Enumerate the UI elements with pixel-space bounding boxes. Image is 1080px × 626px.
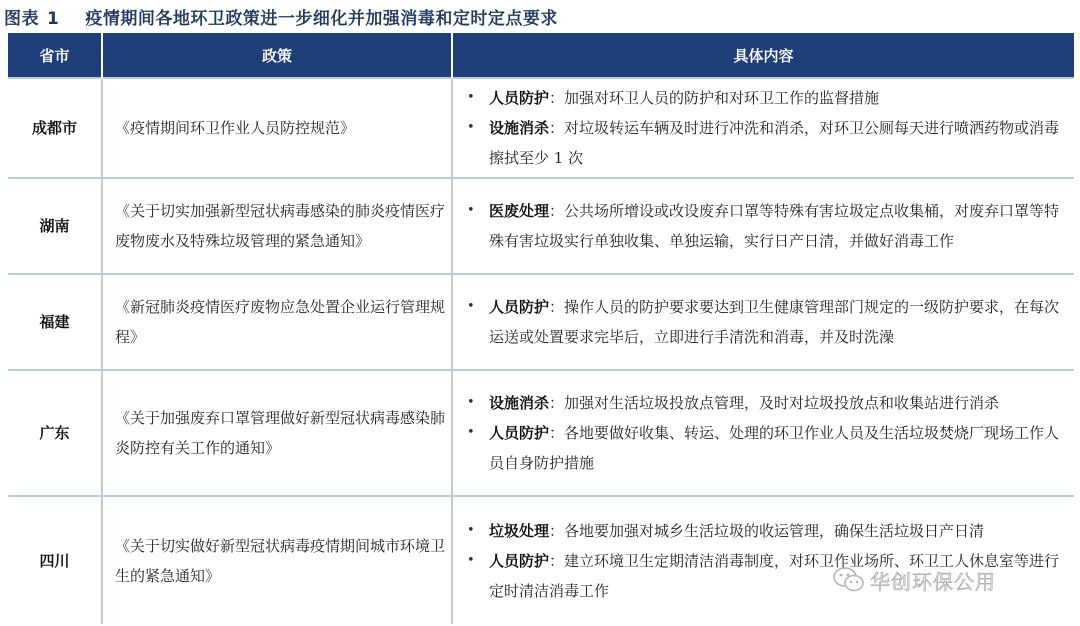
- bullet-icon: •: [467, 90, 475, 105]
- bullet-icon: •: [467, 299, 475, 314]
- province-cell: 广东: [8, 370, 102, 496]
- detail-item: [465, 418, 1066, 478]
- policy-cell: 《关于切实加强新型冠状病毒感染的肺炎疫情医疗废物废水及特殊垃圾管理的紧急通知》: [102, 178, 452, 274]
- detail-item: [465, 113, 1066, 173]
- province-cell: 福建: [8, 274, 102, 370]
- detail-list: [465, 83, 1066, 173]
- policy-cell: 《关于切实做好新型冠状病毒疫情期间城市环境卫生的紧急通知》: [102, 496, 452, 624]
- details-cell: [452, 370, 1074, 496]
- header-details: 具体内容: [452, 33, 1074, 78]
- province-cell: 四川: [8, 496, 102, 624]
- bullet-icon: •: [467, 203, 475, 218]
- table-row: [8, 370, 1074, 496]
- detail-item: [465, 83, 1066, 113]
- province-cell: 湖南: [8, 178, 102, 274]
- province-cell: 成都市: [8, 78, 102, 178]
- detail-list: [465, 292, 1066, 352]
- policy-cell: 《关于加强废弃口罩管理做好新型冠状病毒感染肺炎防控有关工作的通知》: [102, 370, 452, 496]
- detail-text: ：操作人员的防护要求要达到卫生健康管理部门规定的一级防护要求，在每次运送或处置要求完毕后，立即进行手清洗和消毒，并及时洗澡: [489, 298, 1060, 346]
- detail-text: ：各地要做好收集、转运、处理的环卫作业人员及生活垃圾焚烧厂现场工作人员自身防护措施: [489, 424, 1060, 472]
- figure-title: [4, 4, 558, 28]
- details-cell: [452, 78, 1074, 178]
- detail-item: [465, 546, 1066, 606]
- detail-text: ：加强对环卫人员的防护和对环卫工作的监督措施: [549, 89, 880, 107]
- header-province: 省市: [8, 33, 102, 78]
- figure-number: 1: [47, 9, 60, 29]
- watermark-text: 华创环保公用: [870, 569, 996, 594]
- figure-label: 图表: [4, 9, 39, 29]
- bullet-icon: •: [467, 552, 475, 568]
- detail-label: 人员防护: [489, 424, 550, 442]
- details-cell: [452, 178, 1074, 274]
- detail-label: 人员防护: [489, 298, 550, 316]
- detail-label: 设施消杀: [489, 394, 550, 412]
- bullet-icon: •: [467, 522, 475, 538]
- bullet-icon: •: [467, 120, 475, 135]
- detail-text: ：加强对生活垃圾投放点管理，及时对垃圾投放点和收集站进行消杀: [549, 394, 1000, 412]
- detail-item: [465, 292, 1066, 352]
- figure-caption: 疫情期间各地环卫政策进一步细化并加强消毒和定时定点要求: [85, 9, 558, 29]
- detail-item: [465, 196, 1066, 256]
- detail-item: [465, 388, 1066, 418]
- detail-label: 人员防护: [489, 89, 550, 107]
- detail-text: ：对垃圾转运车辆及时进行冲洗和消杀，对环卫公厕每天进行喷洒药物或消毒擦拭至少 1 次: [489, 119, 1060, 167]
- table-row: [8, 78, 1074, 178]
- detail-label: 医废处理: [489, 202, 550, 220]
- policy-cell: 《疫情期间环卫作业人员防控规范》: [102, 78, 452, 178]
- detail-text: ：各地要加强对城乡生活垃圾的收运管理，确保生活垃圾日产日清: [549, 521, 985, 540]
- detail-text: ：建立环境卫生定期清洁消毒制度，对环卫作业场所、环卫工人休息室等进行定时清洁消毒工作: [489, 551, 1060, 600]
- policy-table: [8, 33, 1074, 624]
- table-row: [8, 496, 1074, 624]
- bullet-icon: •: [467, 425, 475, 440]
- detail-list: [465, 516, 1066, 606]
- header-policy: 政策: [102, 33, 452, 78]
- bullet-icon: •: [467, 395, 475, 410]
- detail-text: ：公共场所增设或改设废弃口罩等特殊有害垃圾定点收集桶，对废弃口罩等特殊有害垃圾实行单独收集、单独运输，实行日产日清，并做好消毒工作: [489, 202, 1060, 250]
- detail-label: 垃圾处理: [489, 521, 550, 540]
- details-cell: [452, 496, 1074, 624]
- details-cell: [452, 274, 1074, 370]
- table-row: [8, 178, 1074, 274]
- detail-list: [465, 196, 1066, 256]
- detail-label: 人员防护: [489, 551, 550, 570]
- detail-label: 设施消杀: [489, 119, 550, 137]
- table-row: [8, 274, 1074, 370]
- detail-list: [465, 388, 1066, 478]
- table-header-row: [8, 33, 1074, 78]
- detail-item: [465, 516, 1066, 546]
- policy-cell: 《新冠肺炎疫情医疗废物应急处置企业运行管理规程》: [102, 274, 452, 370]
